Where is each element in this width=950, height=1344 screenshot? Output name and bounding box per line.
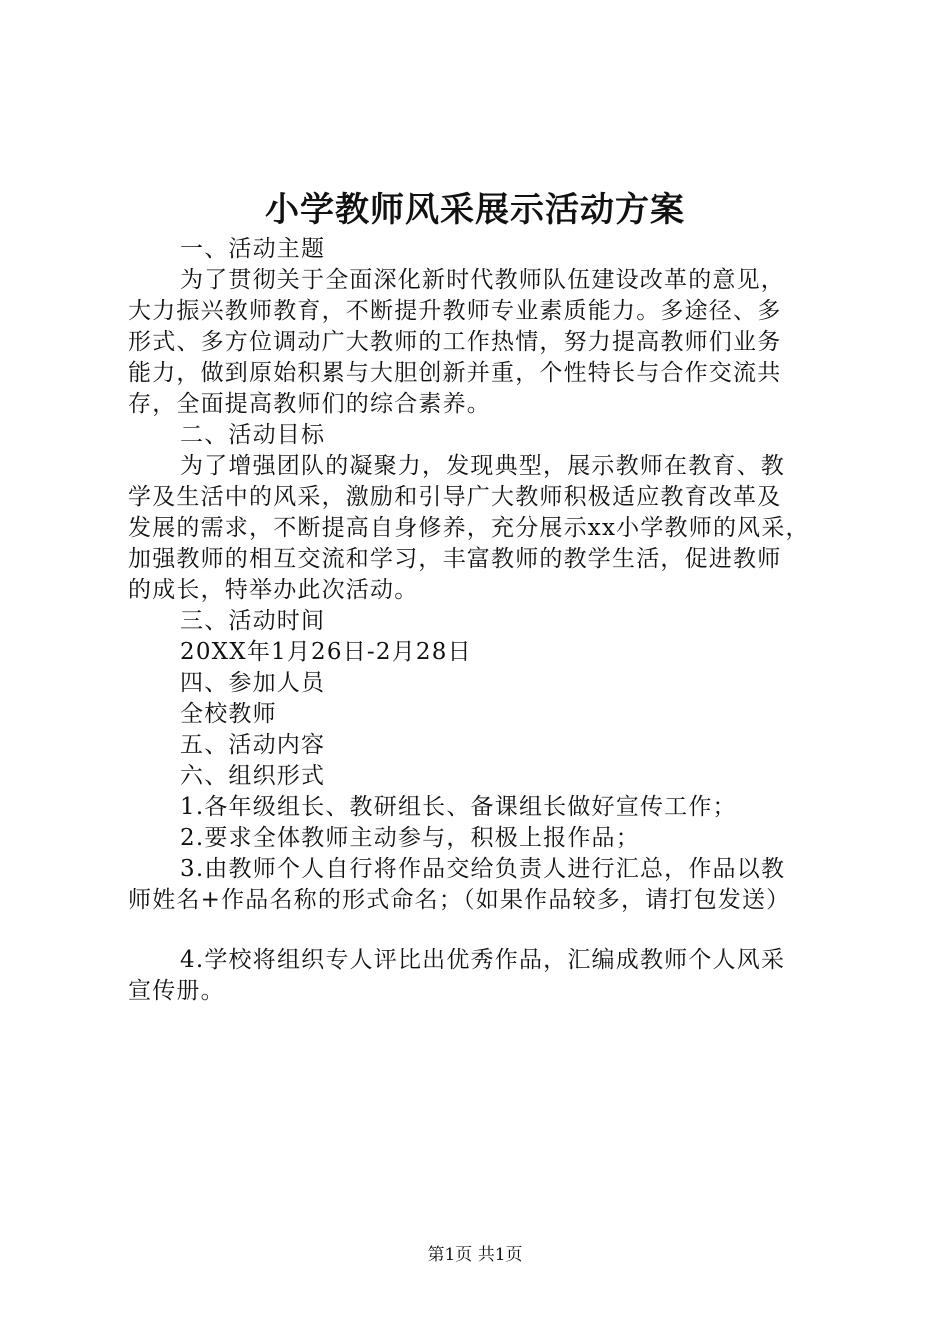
section-heading-content: 五、活动内容 bbox=[180, 732, 326, 758]
paragraph-line: 存，全面提高教师们的综合素养。 bbox=[128, 391, 491, 417]
section-heading-time: 三、活动时间 bbox=[180, 608, 326, 634]
section-heading-goal: 二、活动目标 bbox=[180, 422, 326, 448]
page-footer: 第1页 共1页 bbox=[427, 1245, 523, 1265]
list-item-1: 1.各年级组长、教研组长、备课组长做好宣传工作； bbox=[180, 794, 737, 820]
section-heading-participants: 四、参加人员 bbox=[180, 670, 326, 696]
paragraph-line: 加强教师的相互交流和学习，丰富教师的教学生活，促进教师 bbox=[128, 546, 782, 572]
paragraph-line: 发展的需求，不断提高自身修养，充分展示xx小学教师的风采， bbox=[128, 515, 810, 541]
participants-line: 全校教师 bbox=[180, 701, 277, 727]
paragraph-line: 能力，做到原始积累与大胆创新并重，个性特长与合作交流共 bbox=[128, 360, 782, 386]
paragraph-line: 形式、多方位调动广大教师的工作热情，努力提高教师们业务 bbox=[128, 329, 782, 355]
document-body bbox=[128, 234, 832, 1007]
paragraph-line: 为了贯彻关于全面深化新时代教师队伍建设改革的意见， bbox=[180, 267, 785, 293]
date-range-line: 20XX年1月26日-2月28日 bbox=[180, 639, 472, 665]
section-heading-theme: 一、活动主题 bbox=[180, 236, 326, 262]
section-heading-format: 六、组织形式 bbox=[180, 763, 326, 789]
paragraph-line: 学及生活中的风采，激励和引导广大教师积极适应教育改革及 bbox=[128, 484, 782, 510]
list-item-2: 2.要求全体教师主动参与，积极上报作品； bbox=[180, 825, 640, 851]
paragraph-line: 为了增强团队的凝聚力，发现典型，展示教师在教育、教 bbox=[180, 453, 785, 479]
list-item-3: 3.由教师个人自行将作品交给负责人进行汇总，作品以教 bbox=[180, 856, 786, 882]
document-title: 小学教师风采展示活动方案 bbox=[265, 190, 685, 230]
list-item-4-continued: 宣传册。 bbox=[128, 978, 225, 1004]
paragraph-line: 大力振兴教师教育，不断提升教师专业素质能力。多途径、多 bbox=[128, 298, 782, 324]
blank-line bbox=[128, 916, 832, 945]
paragraph-line: 的成长，特举办此次活动。 bbox=[128, 577, 419, 603]
list-item-3-continued: 师姓名+作品名称的形式命名；（如果作品较多，请打包发送） bbox=[128, 887, 791, 913]
list-item-4: 4.学校将组织专人评比出优秀作品，汇编成教师个人风采 bbox=[180, 947, 786, 973]
